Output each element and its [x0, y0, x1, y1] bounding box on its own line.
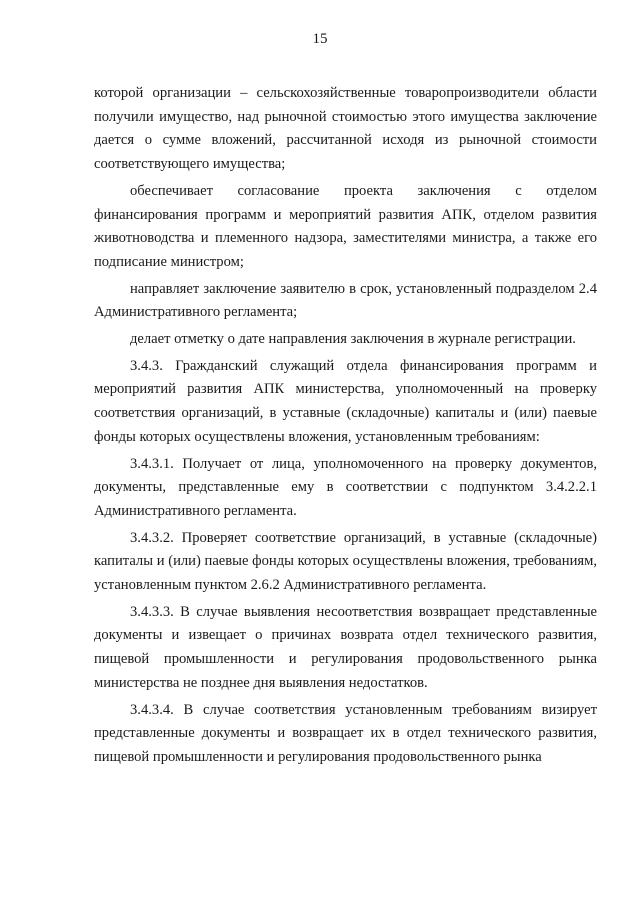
paragraph-3-4-3-2: 3.4.3.2. Проверяет соответствие организаций, в уставные (складочные) капиталы и (или) паевые фонды которых осуществлены вложения, требованиям, установленным пунктом 2.6.2 Административного регламента.	[94, 529, 597, 594]
paragraph-3-4-3-3: 3.4.3.3. В случае выявления несоответствия возвращает представленные документы и извещает о причинах возврата отдел технического развития, пищевой промышленности и регулирования продовольственного рынка министерства не позднее дня выявления недостатков.	[94, 603, 597, 691]
document-body	[94, 82, 597, 773]
paragraph-approval: обеспечивает согласование проекта заключения с отделом финансирования программ и мероприятий развития АПК, отделом развития животноводства и племенного надзора, заместителями министра, а также его подписание министром;	[94, 182, 597, 270]
paragraph-registration-note: делает отметку о дате направления заключения в журнале регистрации.	[130, 331, 576, 348]
page-number: 15	[312, 31, 328, 47]
paragraph-3-4-3-1: 3.4.3.1. Получает от лица, уполномоченного на проверку документов, документы, представленные ему в соответствии с подпунктом 3.4.2.2.1 Административного регламента.	[94, 455, 597, 519]
paragraph-3-4-3: 3.4.3. Гражданский служащий отдела финансирования программ и мероприятий развития АПК министерства, уполномоченный на проверку соответствия организаций, в уставные (складочные) капиталы и (или) паевые фонды которых осуществлены вложения, установленным требованиям:	[94, 357, 597, 445]
paragraph-3-4-3-4: 3.4.3.4. В случае соответствия установленным требованиям визирует представленные документы и возвращает их в отдел технического развития, пищевой промышленности и регулирования продовольственного рынка	[94, 701, 597, 765]
paragraph-send-conclusion: направляет заключение заявителю в срок, установленный подразделом 2.4 Административного регламента;	[94, 280, 597, 321]
paragraph-continuation: которой организации – сельскохозяйственные товаропроизводители области получили имущество, над рыночной стоимостью этого имущества заключение дается о сумме вложений, рассчитанной исходя из рыночной стоимости соответствующего имущества;	[94, 85, 597, 173]
